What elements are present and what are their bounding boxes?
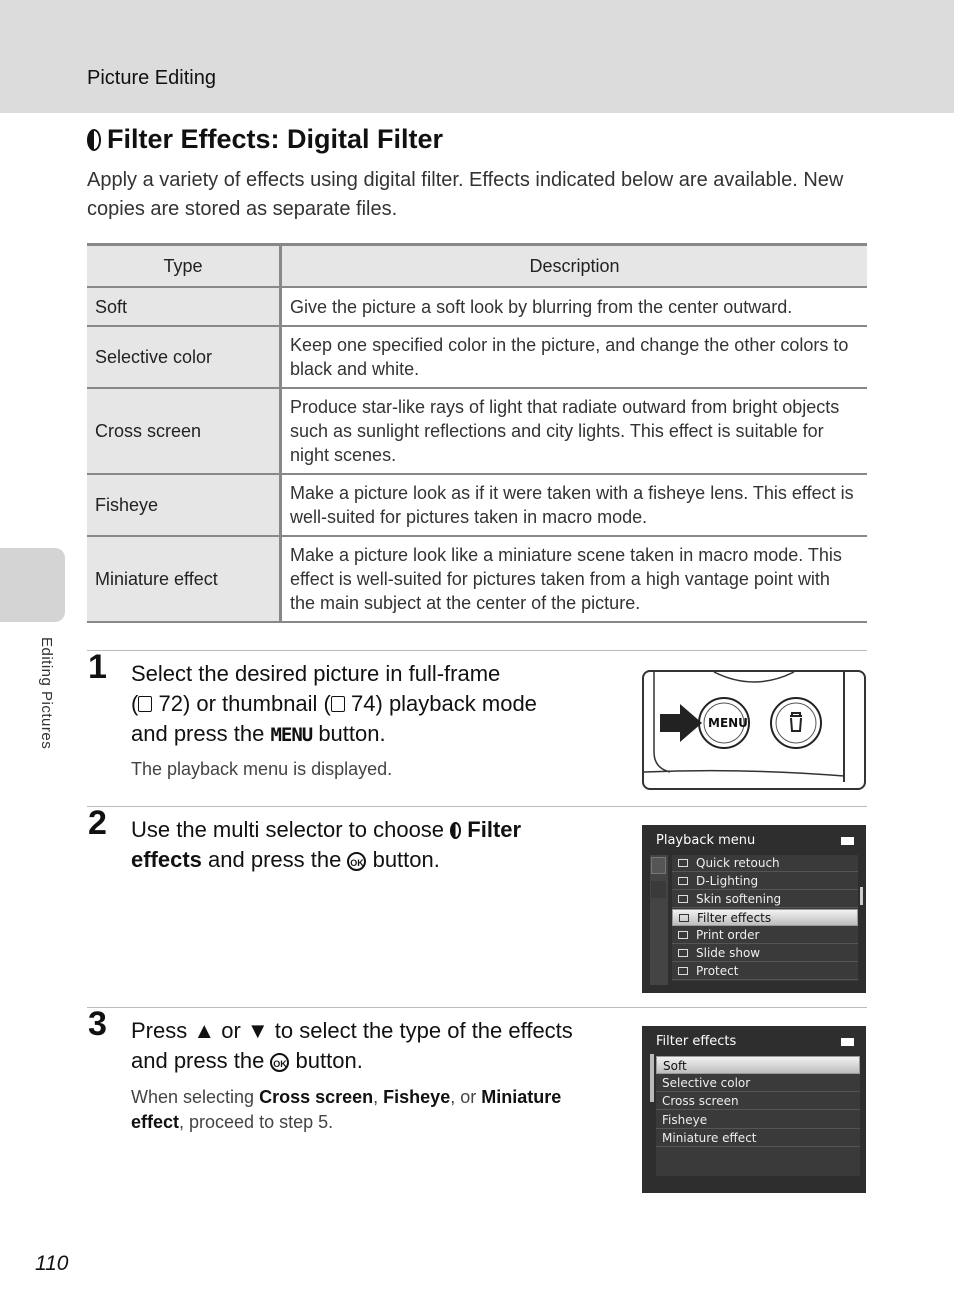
- camera-back-drawing: [644, 672, 866, 790]
- menu-item-slide-show[interactable]: [672, 945, 858, 962]
- step-2-number: 2: [88, 804, 107, 842]
- column-header-type: Type: [87, 245, 281, 288]
- step-3-text-b: button.: [289, 1048, 363, 1073]
- menu-item-label: D-Lighting: [696, 874, 759, 888]
- filter-effects-icon: [450, 822, 461, 839]
- type-cell: Miniature effect: [87, 536, 281, 622]
- step-1-instruction: Select the desired picture in full-frame ( 72) or thumbnail ( 74) playback mode and press the MENU button.: [131, 661, 537, 746]
- scroll-indicator: [650, 1054, 654, 1102]
- step-2-menu-name: Filter effects: [131, 817, 522, 872]
- header-band: [0, 0, 954, 113]
- column-header-description: Description: [281, 245, 868, 288]
- quick-retouch-icon: [678, 859, 688, 867]
- step-divider: [87, 650, 867, 651]
- menu-item-print-order[interactable]: [672, 927, 858, 944]
- step-1-number: 1: [88, 648, 107, 686]
- step-1-text-e: button.: [312, 721, 386, 746]
- table-row: [87, 474, 867, 536]
- screen-title: Playback menu: [656, 833, 756, 848]
- menu-item-label: Slide show: [696, 946, 761, 960]
- filter-effects-screen: [642, 1026, 866, 1193]
- step-2-instruction: [131, 815, 571, 875]
- type-cell: Fisheye: [87, 474, 281, 536]
- menu-item-skin-softening[interactable]: [672, 891, 858, 908]
- menu-item-label: Quick retouch: [696, 856, 780, 870]
- description-cell: Keep one specified color in the picture, and change the other colors to black and white.: [281, 326, 868, 388]
- table-row: [87, 536, 867, 622]
- table-row: [87, 287, 867, 326]
- table-row: [87, 326, 867, 388]
- step-1-text-d: and press the: [131, 721, 271, 746]
- filter-effects-icon: [679, 914, 689, 922]
- screen-title: Filter effects: [656, 1034, 737, 1049]
- filter-effects-list: [656, 1056, 860, 1176]
- menu-item-quick-retouch[interactable]: [672, 855, 858, 872]
- step-1-text-b: ) or thumbnail (: [182, 691, 331, 716]
- note-text: , proceed to step 5.: [179, 1112, 334, 1132]
- menu-item-label: Print order: [696, 928, 760, 942]
- menu-tab-column: [650, 855, 668, 985]
- step-divider: [87, 1007, 867, 1008]
- scrollbar-thumb[interactable]: [860, 887, 863, 905]
- type-cell: Cross screen: [87, 388, 281, 474]
- step-3-text-a: Press ▲ or ▼ to select the type of the effects and press the: [131, 1018, 573, 1073]
- note-text: , or: [450, 1087, 482, 1107]
- step-1-text-a: Select the desired picture in full-frame: [131, 661, 501, 686]
- menu-item-label: Filter effects: [697, 911, 772, 925]
- note-bold: Miniature effect: [131, 1087, 562, 1132]
- page-title-text: Filter Effects: Digital Filter: [107, 124, 444, 154]
- menu-item-protect[interactable]: [672, 963, 858, 980]
- chapter-label: Editing Pictures: [38, 637, 55, 750]
- description-cell: Produce star-like rays of light that radiate outward from bright objects such as sunlight reflections and city lights. This effect is suitable for night scenes.: [281, 388, 868, 474]
- menu-item-label: Skin softening: [696, 892, 782, 906]
- table-row: [87, 388, 867, 474]
- setup-tab-icon: [651, 881, 666, 898]
- note-bold: Cross screen: [259, 1087, 374, 1107]
- menu-button-label: MENU: [708, 716, 748, 730]
- step-1-text-c: ) playback mode: [375, 691, 537, 716]
- filter-item-selective-color[interactable]: Selective color: [656, 1074, 860, 1092]
- description-cell: Make a picture look like a miniature scene taken in macro mode. This effect is well-suited for pictures taken from a high vantage point with the main subject at the center of the picture.: [281, 536, 868, 622]
- d-lighting-icon: [678, 877, 688, 885]
- filter-item-miniature-effect[interactable]: Miniature effect: [656, 1129, 860, 1147]
- filter-effects-icon: [87, 129, 101, 151]
- filter-item-soft[interactable]: Soft: [656, 1056, 860, 1074]
- step-1-result: The playback menu is displayed.: [131, 759, 393, 779]
- menu-item-filter-effects[interactable]: [672, 909, 858, 926]
- ok-button-icon: OK: [270, 1053, 289, 1072]
- description-cell: Make a picture look as if it were taken with a fisheye lens. This effect is well-suited for pictures taken in macro mode.: [281, 474, 868, 536]
- battery-icon: [841, 1038, 854, 1046]
- step-divider: [87, 806, 867, 807]
- step-2-text-a: Use the multi selector to choose: [131, 817, 451, 842]
- playback-tab-icon: [651, 857, 666, 874]
- chapter-tab: [0, 548, 65, 622]
- note-text: When selecting: [131, 1087, 260, 1107]
- type-cell: Selective color: [87, 326, 281, 388]
- table-header-row: [87, 245, 867, 288]
- step-3-note: [131, 1085, 601, 1135]
- step-2-text-c: button.: [366, 847, 440, 872]
- page-title: [87, 124, 443, 155]
- menu-button-glyph: MENU: [270, 724, 313, 746]
- camera-illustration: [642, 670, 866, 790]
- slide-show-icon: [678, 949, 688, 957]
- playback-menu-list: [672, 855, 858, 981]
- battery-icon: [841, 837, 854, 845]
- filter-item-fisheye[interactable]: Fisheye: [656, 1111, 860, 1129]
- type-cell: Soft: [87, 287, 281, 326]
- ok-button-icon: OK: [347, 852, 366, 871]
- step-3-instruction: [131, 1016, 611, 1076]
- page-reference-2: 74: [351, 691, 376, 716]
- effects-table: [87, 243, 867, 623]
- description-cell: Give the picture a soft look by blurring from the center outward.: [281, 287, 868, 326]
- section-label: Picture Editing: [87, 67, 216, 89]
- step-2-text-b: and press the: [201, 847, 348, 872]
- intro-paragraph: Apply a variety of effects using digital filter. Effects indicated below are available. New copies are stored as separate files.: [87, 169, 844, 220]
- page-reference-icon: [138, 696, 152, 712]
- page-reference-1: 72: [158, 691, 183, 716]
- note-text: ,: [373, 1087, 384, 1107]
- print-order-icon: [678, 931, 688, 939]
- protect-key-icon: [678, 967, 688, 975]
- page-number: 110: [35, 1252, 69, 1275]
- menu-item-d-lighting[interactable]: [672, 873, 858, 890]
- menu-item-label: Protect: [696, 964, 739, 978]
- filter-item-cross-screen[interactable]: Cross screen: [656, 1092, 860, 1110]
- step-3-number: 3: [88, 1005, 107, 1043]
- playback-menu-screen: [642, 825, 866, 993]
- skin-softening-icon: [678, 895, 688, 903]
- page-reference-icon: [331, 696, 345, 712]
- note-bold: Fisheye: [383, 1087, 451, 1107]
